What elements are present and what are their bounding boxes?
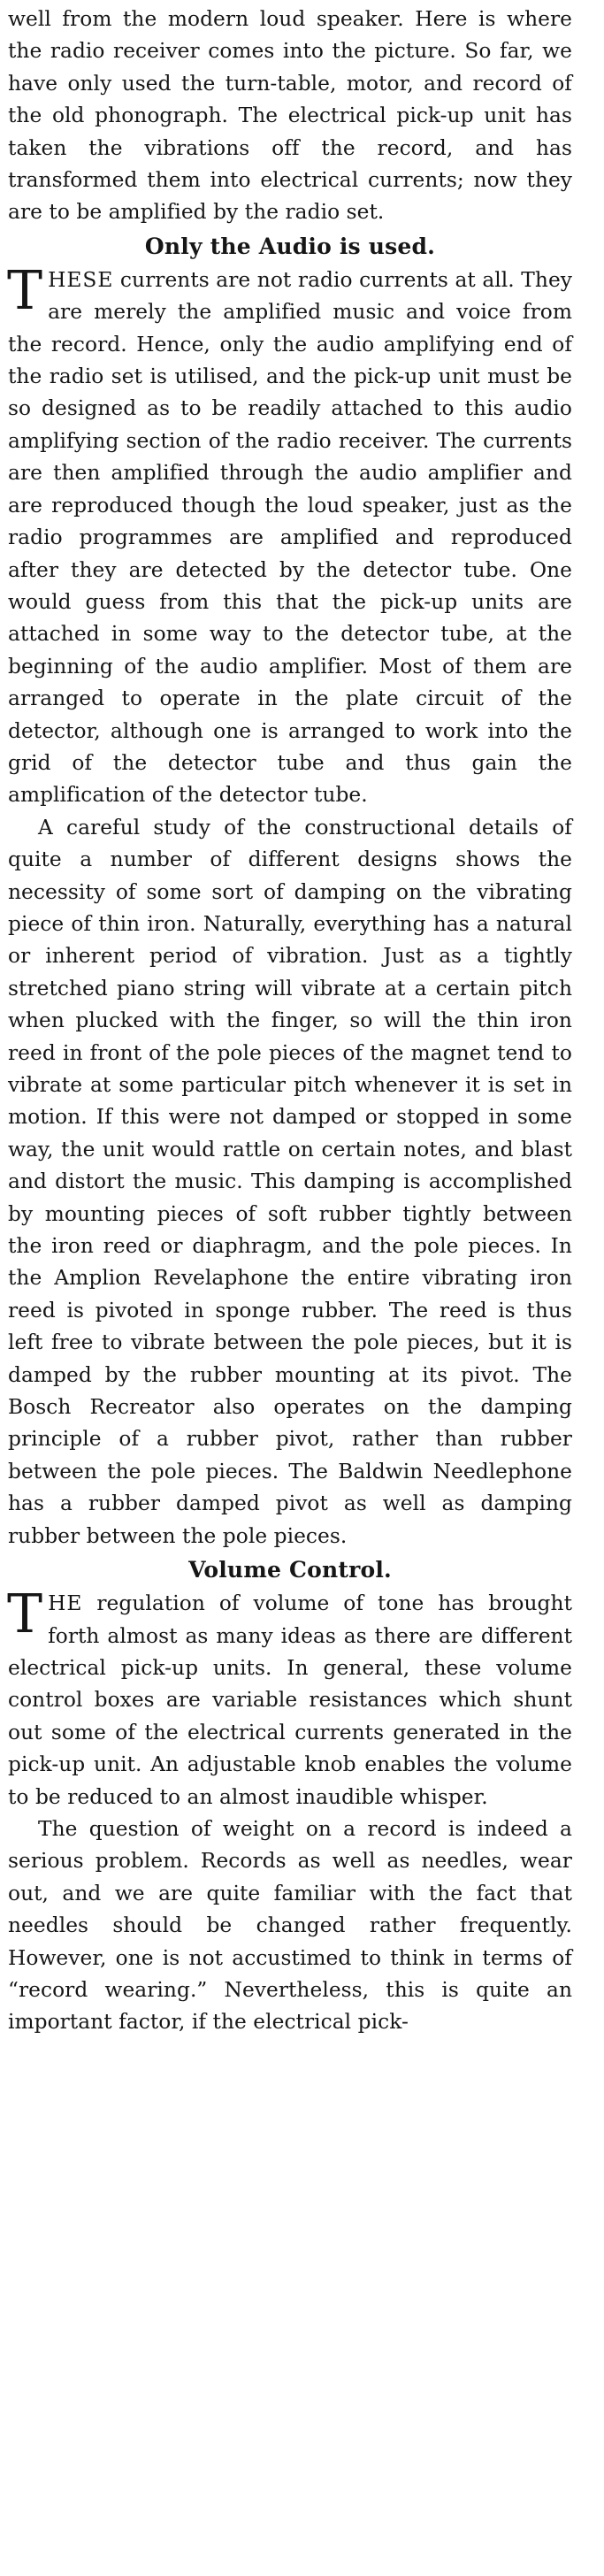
small-caps-lead: HESE xyxy=(48,267,114,292)
section-1-paragraph-1 xyxy=(7,259,572,812)
intro-paragraph: well from the modern loud speaker. Here is where the radio receiver comes into the picture. So far, we have only used the turn-table, motor, and record of the old phonograph. The electrical pick-up unit has taken the vibrations off the record, and has transformed them into electrical currents; now they are to be amplified by the radio set. xyxy=(8,7,572,225)
section-2-paragraph-2: The question of weight on a record is indeed a serious problem. Records as well as needles, wear out, and we are quite familiar with the fact that needles should be changed rather frequently. However, one is not accustimed to think in terms of “record wearing.” Nevertheless, this is quite an important factor, if the electrical pick- xyxy=(8,1816,572,2035)
paragraph-text: currents are not radio currents at all. They are merely the amplified music and voice from the record. Hence, only the audio amplifying end of the radio set is utilised, and the pick-up unit must be so designed as to be readily attached to this audio amplifying section of the radio receiver. The currents are then amplified through the audio amplifier and are reproduced though the loud speaker, just as the radio programmes are amplified and reproduced after they are detected by the detector tube. One would guess from this that the pick-up units are attached in some way to the detector tube, at the beginning of the audio amplifier. Most of them are arranged to operate in the plate circuit of the detector, although one is arranged to work into the grid of the detector tube and thus gain the amplification of the detector tube. xyxy=(8,267,572,808)
paragraph-text: regulation of volume of tone has brought forth almost as many ideas as there are different electrical pick-up units. In general, these volume control boxes are variable resistances which shunt out some of the electrical currents generated in the pick-up unit. An adjustable knob enables the volume to be reduced to an almost inaudible whisper. xyxy=(8,1591,572,1809)
section-2-paragraph-1 xyxy=(7,1583,572,1813)
drop-cap: T xyxy=(7,259,43,322)
section-heading-volume: Volume Control. xyxy=(188,1557,392,1583)
section-1-paragraph-2: A careful study of the constructional details of quite a number of different designs shows the necessity of some sort of damping on the vibrating piece of thin iron. Naturally, everything has a natural or inherent period of vibration. Just as a tightly stretched piano string will vibrate at a certain pitch when plucked with the finger, so will the thin iron reed in front of the pole pieces of the magnet tend to vibrate at some particular pitch whenever it is set in motion. If this were not damped or stopped in some way, the unit would rattle on certain notes, and blast and distort the music. This damping is accomplished by mounting pieces of soft rubber tightly between the iron reed or diaphragm, and the pole pieces. In the Amplion Revelaphone the entire vibrating iron reed is pivoted in sponge rubber. The reed is thus left free to vibrate between the pole pieces, but it is damped by the rubber mounting at its pivot. The Bosch Recreator also operates on the damping principle of a rubber pivot, rather than rubber between the pole pieces. The Baldwin Needlephone has a rubber damped pivot as well as damping rubber between the pole pieces. xyxy=(8,815,572,1548)
section-heading-audio: Only the Audio is used. xyxy=(144,233,436,259)
small-caps-lead: HE xyxy=(48,1591,83,1616)
drop-cap: T xyxy=(7,1583,43,1646)
article-column xyxy=(8,4,572,2039)
